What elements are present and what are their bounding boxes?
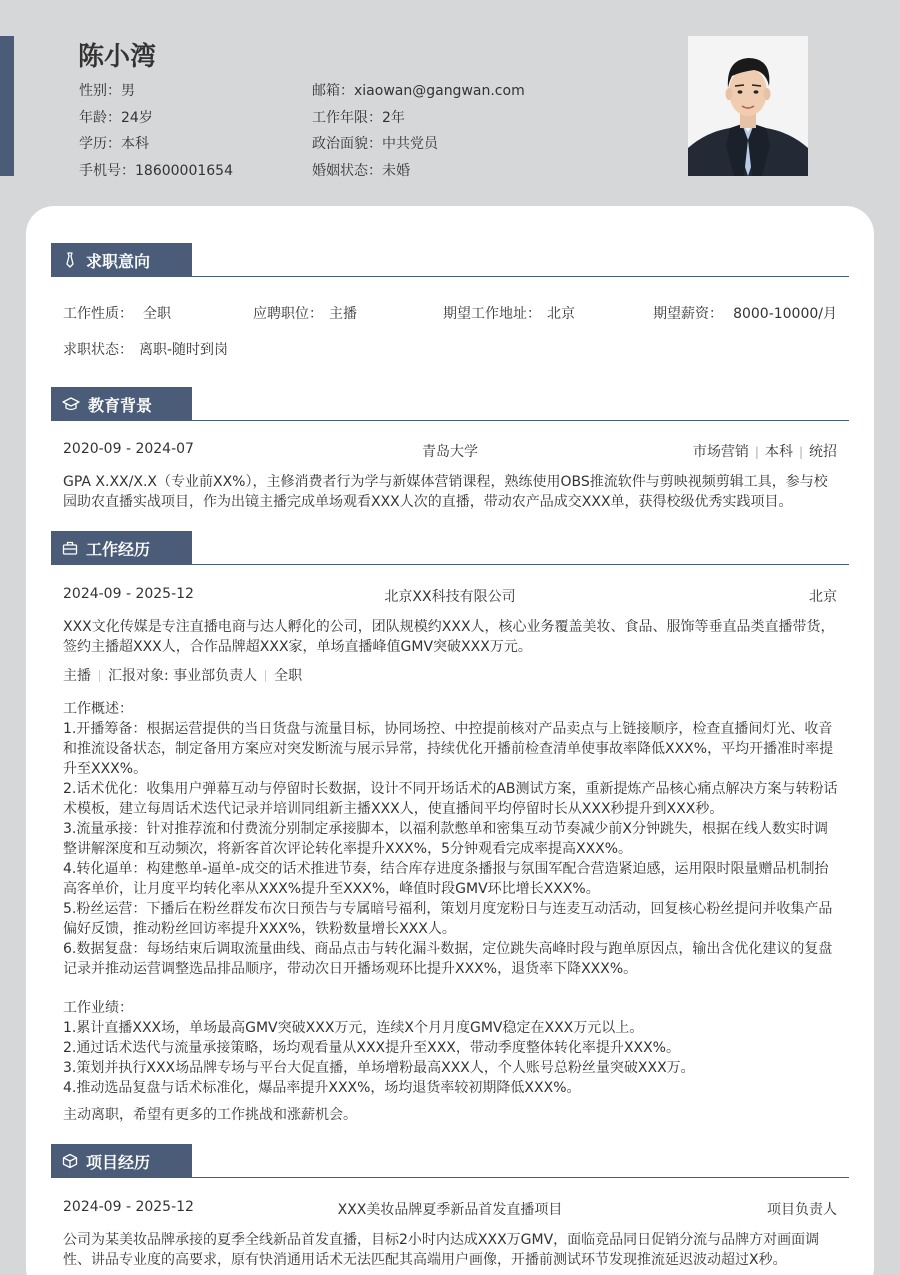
graduation-cap-icon	[62, 396, 80, 412]
work-tags	[63, 665, 302, 685]
leave-reason: 主动离职，希望有更多的工作挑战和涨薪机会。	[63, 1107, 357, 1123]
info-marital: 婚姻状态：未婚	[312, 162, 410, 179]
portrait-illustration	[688, 36, 808, 176]
info-years: 工作年限：2年	[312, 109, 405, 126]
achievements-title: 工作业绩：	[63, 1000, 133, 1016]
achievement-item: 1.累计直播XXX场，单场最高GMV突破XXX万元，连续X个月月度GMV稳定在XXX万元以上。	[63, 1020, 644, 1036]
intent-salary: 期望薪资： 8000-10000/月	[653, 306, 837, 322]
section-title: 工作经历	[86, 539, 151, 559]
company-description: XXX文化传媒是专注直播电商与达人孵化的公司，团队规模约XXX人，核心业务覆盖美妆、食品、服饰等垂直品类直播带货，签约主播超XXX人，合作品牌超XXX家，单场直播峰值GMV突破XXX万元。	[63, 619, 835, 655]
intent-status: 求职状态： 离职-随时到岗	[63, 342, 229, 358]
info-gender: 性别：男	[79, 83, 135, 99]
tag-type: 全职	[274, 668, 303, 684]
achievement-item: 2.通过话术迭代与流量承接策略，场均观看量从XXX提升至XXX，带动季度整体转化率提升XXX%。	[63, 1040, 680, 1056]
section-header-work	[51, 531, 849, 565]
tag-report: 汇报对象: 事业部负责人	[108, 668, 258, 684]
project-period: 2024-09 - 2025-12	[63, 1199, 194, 1215]
work-overview	[63, 699, 841, 979]
section-header-project	[51, 1144, 849, 1178]
info-phone: 手机号：18600001654	[79, 162, 233, 179]
tag-role: 主播	[63, 668, 91, 684]
overview-item: 6.数据复盘：每场结束后调取流量曲线、商品点击与转化漏斗数据，定位跳失高峰时段与跑单原因点，输出含优化建议的复盘记录并推动运营调整选品排品顺序，带动次日开播场观环比提升XXX%，退货率下降XXX%。	[63, 941, 833, 977]
basic-info-right	[312, 78, 525, 184]
overview-item: 5.粉丝运营：下播后在粉丝群发布次日预告与专属暗号福利，策划月度宠粉日与连麦互动活动，回复核心粉丝提问并收集产品偏好反馈，推动粉丝回访率提升XXX%，铁粉数量增长XXX人。	[63, 901, 833, 937]
info-age: 年龄：24岁	[79, 109, 153, 126]
work-period: 2024-09 - 2025-12	[63, 586, 194, 602]
education-school: 青岛大学	[422, 444, 478, 460]
section-header-education	[51, 387, 849, 421]
education-description: GPA X.XX/X.X（专业前XX%），主修消费者行为学与新媒体营销课程，熟练使用OBS推流软件与剪映视频剪辑工具，参与校园助农直播实战项目，作为出镜主播完成单场观看XXX人次的直播，带动农产品成交XXX单，获得校级优秀实践项目。	[63, 474, 828, 510]
section-title: 项目经历	[86, 1152, 151, 1172]
section-title: 教育背景	[88, 395, 153, 415]
accent-bar	[0, 36, 14, 176]
section-header-intent	[51, 243, 849, 277]
overview-item: 3.流量承接：针对推荐流和付费流分别制定承接脚本，以福利款憋单和密集互动节奏减少前X分钟跳失，根据在线人数实时调整讲解深度和互动频次，将新客首次评论转化率提升XXX%，5分钟观看完成率提高XXX%。	[63, 821, 828, 857]
overview-item: 1.开播筹备：根据运营提供的当日货盘与流量目标，协同场控、中控提前核对产品卖点与上链接顺序，检查直播间灯光、收音和推流设备状态，制定备用方案应对突发断流与展示异常，持续优化开播前检查清单使事故率降低XXX%，平均开播准时率提升至XXX%。	[63, 721, 834, 777]
overview-item: 2.话术优化：收集用户弹幕互动与停留时长数据，设计不同开场话术的AB测试方案，重新提炼产品核心痛点解决方案与转粉话术模板，建立每周话术迭代记录并培训同组新主播XXX人，使直播间平均停留时长从XXX秒提升到XXX秒。	[63, 781, 838, 817]
briefcase-icon	[62, 540, 78, 556]
intent-position: 应聘职位： 主播	[253, 306, 357, 322]
work-city: 北京	[809, 589, 837, 605]
tie-icon	[62, 252, 78, 268]
intent-nature: 工作性质： 全职	[63, 306, 171, 322]
overview-title: 工作概述：	[63, 701, 133, 717]
section-title: 求职意向	[86, 251, 151, 271]
project-description: 公司为某美妆品牌承接的夏季全线新品首发直播，目标2小时内达成XXX万GMV，面临竞品同日促销分流与品牌方对画面调性、讲品专业度的高要求，原有快消通用话术无法匹配其高端用户画像，开播前测试环节发现推流延迟波动超过X秒。	[63, 1232, 820, 1268]
profile-photo	[688, 36, 808, 176]
intent-location: 期望工作地址： 北京	[443, 306, 575, 322]
achievement-item: 3.策划并执行XXX场品牌专场与平台大促直播，单场增粉最高XXX人，个人账号总粉丝量突破XXX万。	[63, 1060, 695, 1076]
info-email: 邮箱：xiaowan@gangwan.com	[312, 83, 525, 99]
education-period: 2020-09 - 2024-07	[63, 441, 194, 457]
work-achievements	[63, 998, 841, 1098]
basic-info-left	[79, 78, 233, 184]
overview-item: 4.转化逼单：构建憋单-逼单-成交的话术推进节奏，结合库存进度条播报与氛围军配合营造紧迫感，运用限时限量赠品机制抬高客单价，让月度平均转化率从XXX%提升至XXX%，峰值时段GMV环比增长XXX%。	[63, 861, 829, 897]
candidate-name: 陈小湾	[78, 42, 157, 72]
work-company: 北京XX科技有限公司	[384, 589, 516, 605]
cube-icon	[62, 1153, 78, 1169]
achievement-item: 4.推动选品复盘与话术标准化，爆品率提升XXX%，场均退货率较初期降低XXX%。	[63, 1080, 581, 1096]
project-name: XXX美妆品牌夏季新品首发直播项目	[337, 1202, 563, 1218]
project-role: 项目负责人	[767, 1202, 837, 1218]
education-details: 市场营销 | 本科 | 统招	[692, 444, 837, 460]
info-political: 政治面貌：中共党员	[312, 136, 438, 152]
info-education: 学历：本科	[79, 136, 149, 152]
